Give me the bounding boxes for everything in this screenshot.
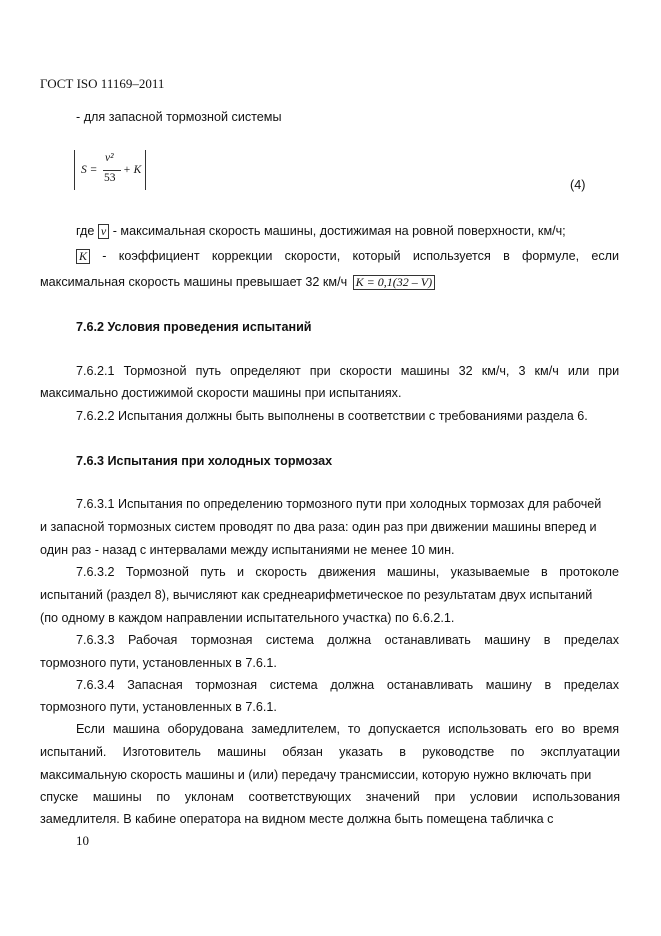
- word: система: [265, 633, 314, 647]
- word: путь: [200, 565, 226, 579]
- p-7-6-2-2: 7.6.2.2 Испытания должны быть выполнены в соответствии с требованиями раздела 6.: [76, 409, 588, 423]
- k-description-cont: максимальная скорость машины превышает 32 км/ч: [40, 275, 348, 289]
- v-description: - максимальная скорость машины, достижимая на ровной поверхности, км/ч;: [112, 224, 566, 238]
- word: должна: [330, 678, 375, 692]
- word: скорости: [339, 364, 392, 378]
- word: при: [598, 364, 620, 378]
- p-7-6-2-1-line2: максимально достижимой скорости машины при испытаниях.: [40, 386, 402, 400]
- word: машину: [484, 633, 531, 647]
- word: машины,: [387, 565, 440, 579]
- word: скорость: [255, 565, 307, 579]
- section-heading-7-6-2: 7.6.2 Условия проведения испытаний: [76, 320, 312, 334]
- word: оборудована: [167, 722, 244, 736]
- word: км/ч: [534, 364, 559, 378]
- word: тормозная: [195, 678, 258, 692]
- word: его: [535, 722, 554, 736]
- p-retarder-line1: [76, 722, 619, 736]
- p-retarder-line5: замедлителя. В кабине оператора на видном месте должна быть помещена табличка с: [40, 812, 554, 826]
- word: в: [399, 745, 406, 759]
- word: система: [269, 678, 318, 692]
- word: должна: [327, 633, 372, 647]
- word: пределах: [563, 633, 620, 647]
- word: при: [309, 364, 331, 378]
- where-k-cont: [40, 275, 435, 290]
- word: или: [567, 364, 590, 378]
- p-retarder-line2: [40, 745, 620, 759]
- word: машины: [400, 364, 450, 378]
- word: по: [510, 745, 525, 759]
- word: Если: [76, 722, 105, 736]
- word: 7.6.3.4: [76, 678, 115, 692]
- word: останавливать: [386, 678, 474, 692]
- word: Запасная: [127, 678, 183, 692]
- word: замедлителем,: [251, 722, 340, 736]
- p-7-6-3-4-line1: [76, 678, 619, 692]
- document-header: ГОСТ ISO 11169–2011: [40, 76, 165, 91]
- word: машины: [217, 745, 267, 759]
- word: -: [102, 249, 107, 263]
- p-7-6-3-2-line1: [76, 565, 619, 579]
- word: скорости,: [284, 249, 341, 263]
- word: в: [541, 565, 548, 579]
- word: который: [352, 249, 401, 263]
- section-heading-7-6-3: 7.6.3 Испытания при холодных тормозах: [76, 454, 333, 468]
- where-v-line: [76, 224, 566, 239]
- word: эксплуатации: [540, 745, 620, 759]
- word: в: [543, 633, 551, 647]
- word: Изготовитель: [122, 745, 201, 759]
- word: то: [347, 722, 361, 736]
- word: указать: [339, 745, 383, 759]
- word: коррекции: [211, 249, 273, 263]
- where-k-line: [76, 249, 619, 264]
- word: и: [237, 565, 245, 579]
- word: соответствующих: [248, 790, 352, 804]
- word: допускается: [368, 722, 441, 736]
- word: Тормозной: [125, 565, 189, 579]
- p-7-6-3-1-line2: и запасной тормозных систем проводят по два раза: один раз при движении машины вперед и: [40, 520, 597, 534]
- word: путь: [195, 364, 222, 378]
- p-7-6-3-1-line1: 7.6.3.1 Испытания по определению тормозного пути при холодных тормозах для рабочей: [76, 497, 602, 511]
- word: руководстве: [422, 745, 495, 759]
- p-7-6-3-3-line1: [76, 633, 619, 647]
- word: испытаний.: [40, 745, 107, 759]
- formula-number: (4): [570, 178, 586, 192]
- word: указываемые: [450, 565, 530, 579]
- word: км/ч,: [481, 364, 510, 378]
- word: условии: [469, 790, 518, 804]
- word: машина: [112, 722, 160, 736]
- k-formula: K = 0,1(32 – V): [353, 275, 435, 290]
- formula-denominator: 53: [104, 172, 116, 184]
- p-7-6-3-2-line2: испытаний (раздел 8), вычисляют как среднеарифметическое по результатам двух испытаний: [40, 588, 593, 602]
- p-7-6-3-2-line3: (по одному в каждом направлении испытательного участка) по 6.6.2.1.: [40, 611, 455, 625]
- p-7-6-3-3-line2: тормозного пути, установленных в 7.6.1.: [40, 656, 277, 670]
- word: в: [544, 678, 552, 692]
- word: время: [582, 722, 620, 736]
- p-7-6-2-1-line1: [76, 364, 619, 378]
- word: 7.6.3.3: [76, 633, 115, 647]
- intro-text: - для запасной тормозной системы: [76, 110, 282, 124]
- word: Тормозной: [123, 364, 187, 378]
- word: в: [503, 249, 510, 263]
- word: используется: [412, 249, 491, 263]
- word: спуске: [40, 790, 79, 804]
- word: машины: [92, 790, 142, 804]
- word: движения: [318, 565, 376, 579]
- word: останавливать: [384, 633, 471, 647]
- word: уклонам: [184, 790, 234, 804]
- word: пределах: [563, 678, 620, 692]
- word: формуле,: [522, 249, 580, 263]
- formula-lhs: S =: [81, 164, 98, 176]
- word: во: [561, 722, 575, 736]
- fraction-bar: [103, 170, 121, 171]
- word: 3: [518, 364, 526, 378]
- where-label: где: [76, 224, 95, 238]
- word: если: [591, 249, 620, 263]
- word: Рабочая: [127, 633, 178, 647]
- word: 32: [458, 364, 473, 378]
- word: определяют: [230, 364, 301, 378]
- word: использования: [532, 790, 621, 804]
- p-7-6-3-1-line3: один раз - назад с интервалами между испытаниями не менее 10 мин.: [40, 543, 455, 557]
- p-retarder-line4: [40, 790, 620, 804]
- word: значений: [365, 790, 420, 804]
- word: использовать: [448, 722, 528, 736]
- word: протоколе: [559, 565, 620, 579]
- k-symbol: K: [76, 249, 90, 264]
- word: 7.6.2.1: [76, 364, 115, 378]
- word: машину: [485, 678, 532, 692]
- word: коэффициент: [118, 249, 200, 263]
- formula-numerator: v²: [105, 152, 114, 164]
- word: при: [434, 790, 456, 804]
- page-number: 10: [76, 833, 89, 848]
- v-symbol: v: [98, 224, 109, 239]
- formula-4: [74, 150, 146, 190]
- formula-plus-term: + K: [123, 164, 142, 176]
- p-7-6-3-4-line2: тормозного пути, установленных в 7.6.1.: [40, 700, 277, 714]
- word: по: [156, 790, 171, 804]
- word: обязан: [282, 745, 323, 759]
- word: тормозная: [190, 633, 253, 647]
- word: 7.6.3.2: [76, 565, 115, 579]
- p-retarder-line3: максимальную скорость машины и (или) передачу трансмиссии, которую нужно включать при: [40, 768, 592, 782]
